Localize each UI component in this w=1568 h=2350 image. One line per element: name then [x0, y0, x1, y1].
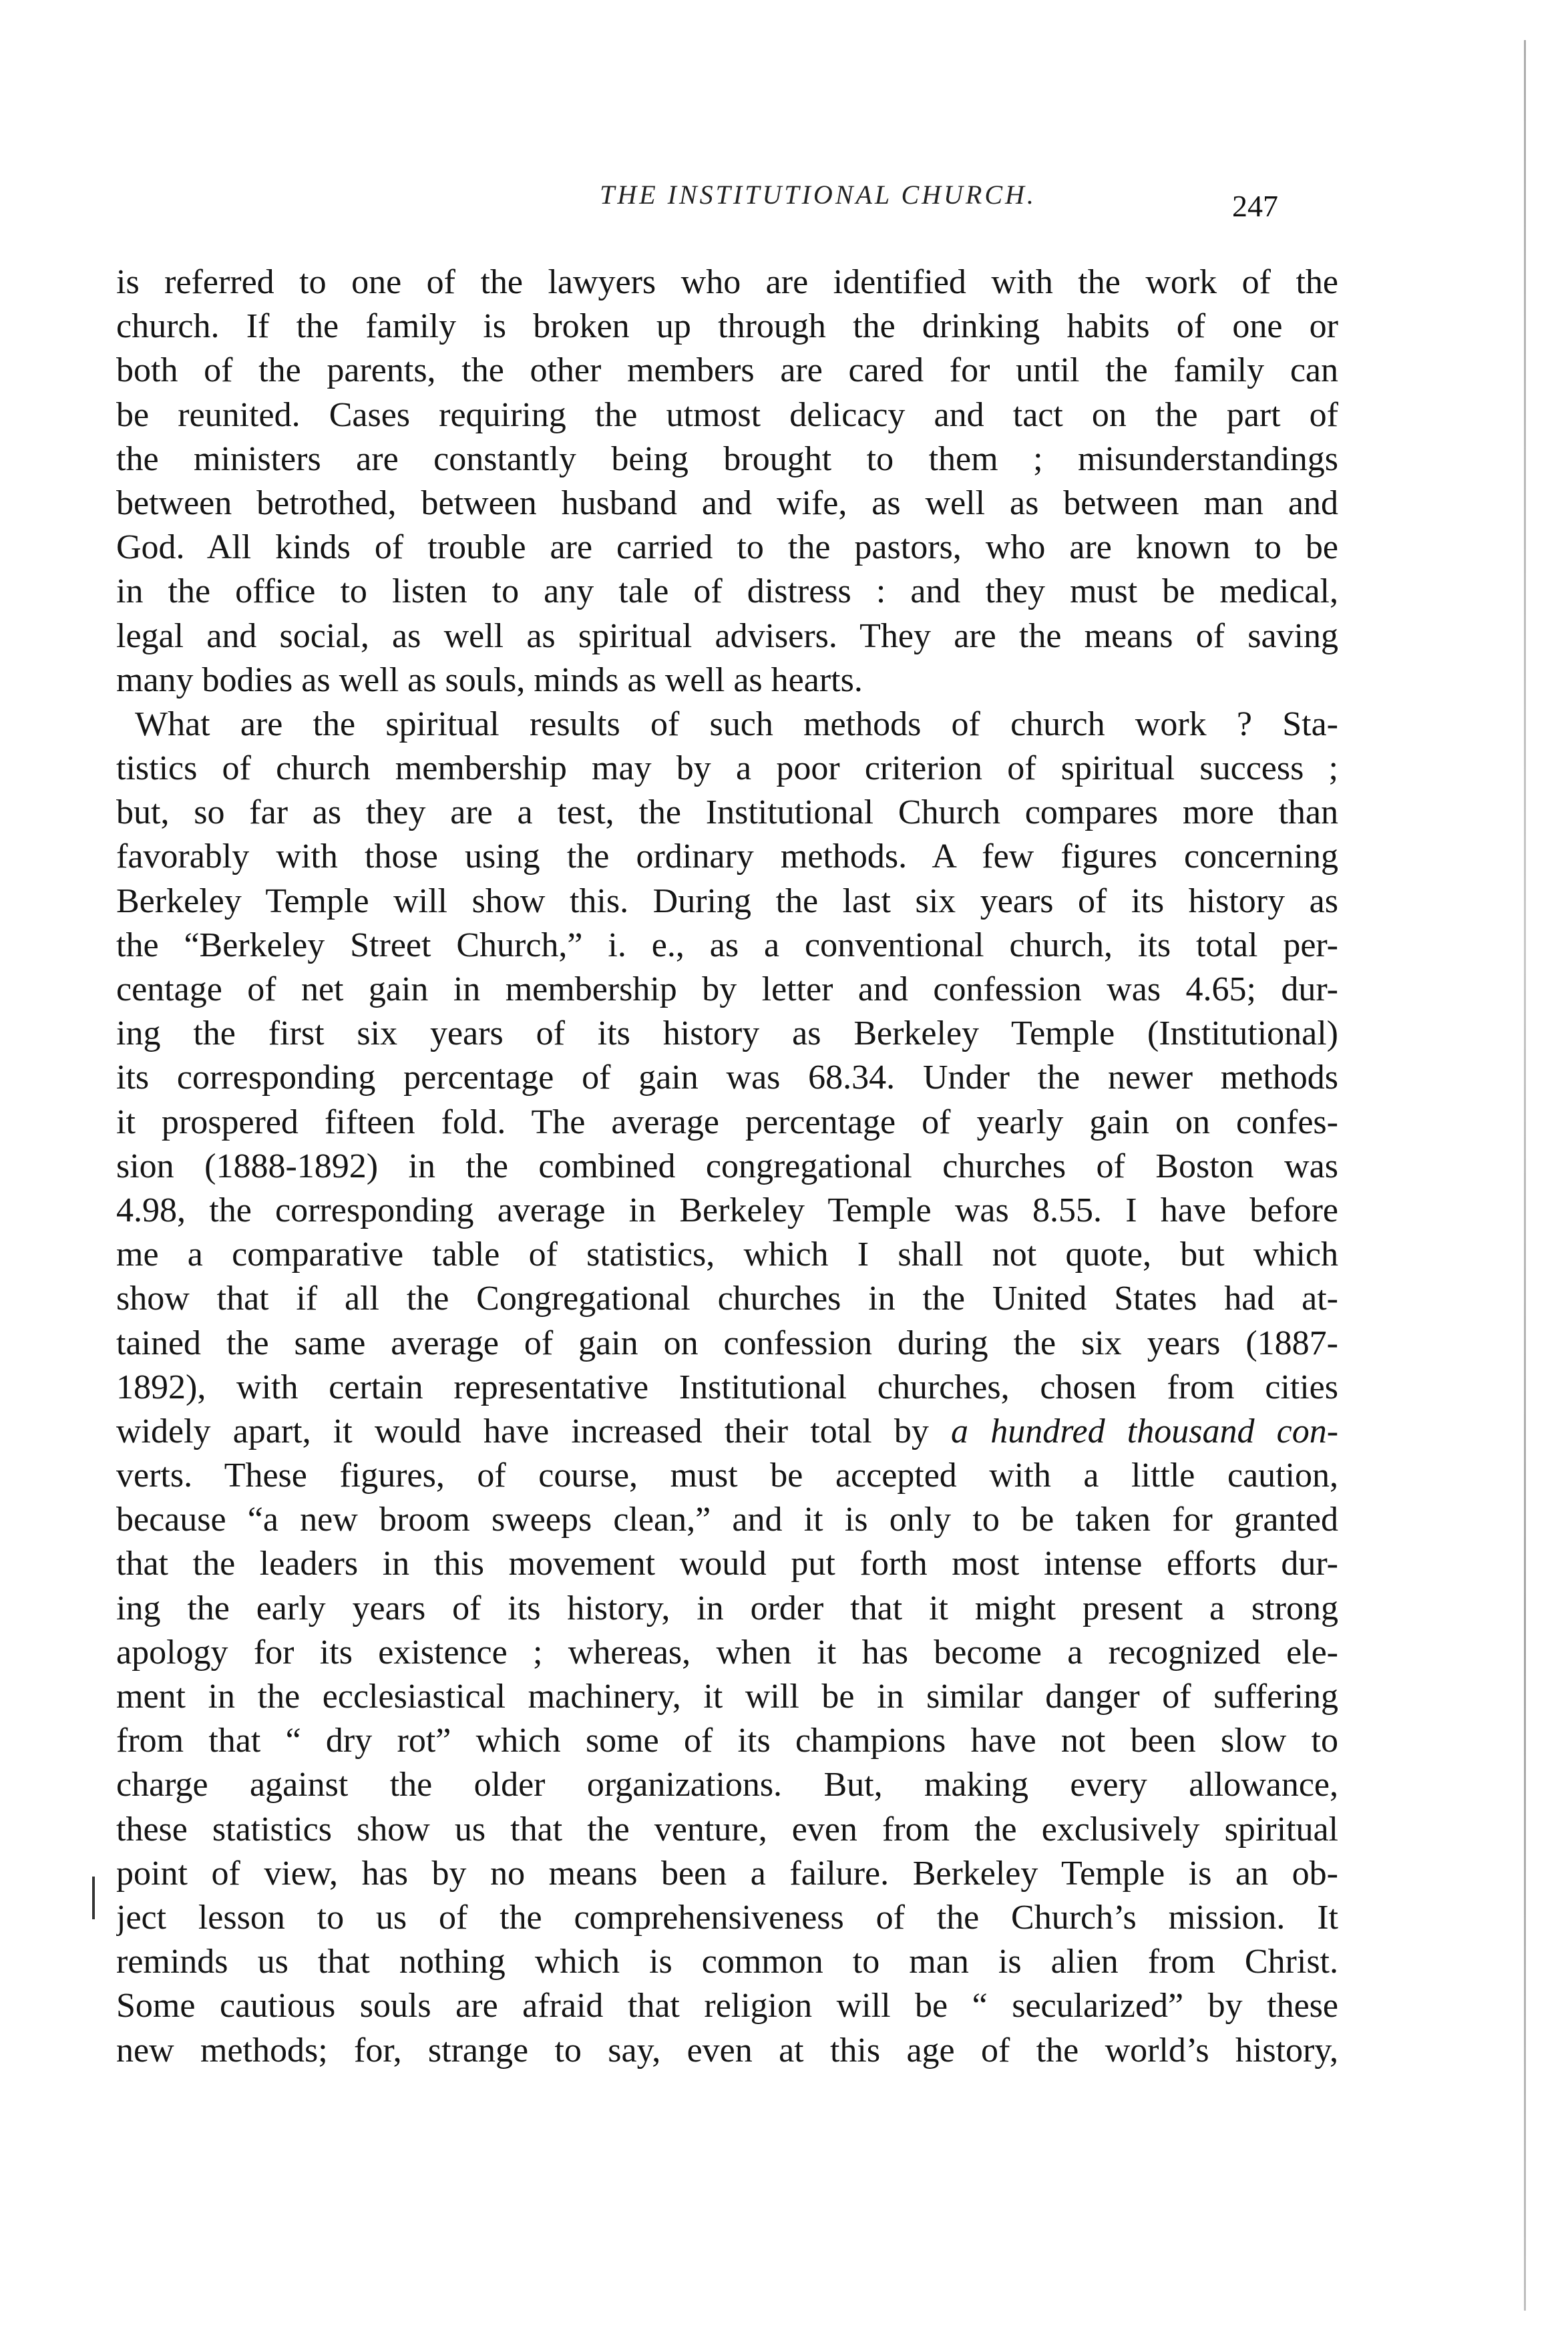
- text-line: [116, 1675, 1338, 1719]
- text-line: [116, 1852, 1338, 1896]
- line-text: it prospered fifteen fold. The average percentage of yearly gain on confes-: [116, 1103, 1338, 1141]
- line-text: 1892), with certain representative Institutional churches, chosen from cities: [116, 1368, 1338, 1406]
- margin-mark: [92, 1877, 95, 1919]
- line-text: in the office to listen to any tale of distress : and they must be medical,: [116, 572, 1338, 611]
- text-line: [116, 791, 1338, 835]
- line-text: because “a new broom sweeps clean,” and it is only to be taken for granted: [116, 1501, 1338, 1539]
- line-text: God. All kinds of trouble are carried to the pastors, who are known to be: [116, 528, 1338, 567]
- line-text: but, so far as they are a test, the Institutional Church compares more than: [116, 793, 1338, 832]
- line-text: widely apart, it would have increased their total by: [116, 1412, 929, 1450]
- text-line: [116, 1808, 1338, 1852]
- text-line: [116, 1719, 1338, 1763]
- text-line: [116, 349, 1338, 393]
- line-text: charge against the older organizations. But, making every allowance,: [116, 1766, 1338, 1804]
- line-text: show that if all the Congregational churches in the United States had at-: [116, 1280, 1338, 1318]
- text-line: [116, 703, 1338, 747]
- line-text: me a comparative table of statistics, which I shall not quote, but which: [116, 1235, 1338, 1274]
- line-text: legal and social, as well as spiritual advisers. They are the means of saving: [116, 616, 1338, 655]
- text-line: [116, 1277, 1338, 1321]
- text-line: [116, 1322, 1338, 1366]
- text-line: [116, 879, 1338, 924]
- line-text: be reunited. Cases requiring the utmost delicacy and tact on the part of: [116, 395, 1338, 434]
- text-line: [116, 1940, 1338, 1984]
- text-line: [116, 747, 1338, 791]
- emphasized-phrase: a hundred thousand con-: [951, 1412, 1338, 1450]
- line-text: tistics of church membership may by a poor criterion of spiritual success ;: [116, 749, 1338, 788]
- line-text: ing the early years of its history, in order that it might present a strong: [116, 1589, 1338, 1627]
- text-line: [116, 1145, 1338, 1189]
- line-text: both of the parents, the other members are cared for until the family can: [116, 351, 1338, 390]
- line-text: apology for its existence ; whereas, when it has become a recognized ele-: [116, 1633, 1338, 1672]
- line-text: ment in the ecclesiastical machinery, it will be in similar danger of suffering: [116, 1678, 1338, 1716]
- text-line: [116, 260, 1338, 305]
- text-line: [116, 658, 1338, 703]
- text-line: [116, 1631, 1338, 1675]
- line-text: Berkeley Temple will show this. During the last six years of its history as: [116, 882, 1338, 920]
- text-line: [116, 1454, 1338, 1498]
- line-text: favorably with those using the ordinary methods. A few figures concerning: [116, 837, 1338, 876]
- text-line: [116, 570, 1338, 614]
- text-line: [116, 2029, 1338, 2073]
- body-text: [116, 260, 1338, 2073]
- line-text: is referred to one of the lawyers who are identified with the work of the: [116, 263, 1338, 301]
- text-line: [116, 481, 1338, 526]
- line-text: reminds us that nothing which is common to man is alien from Christ.: [116, 1943, 1338, 1981]
- text-line: [116, 1189, 1338, 1233]
- line-text: ing the first six years of its history as Berkeley Temple (Institutional): [116, 1014, 1338, 1053]
- text-line: [116, 924, 1338, 968]
- text-line: [116, 305, 1338, 349]
- text-line: [116, 835, 1338, 879]
- line-text: many bodies as well as souls, minds as well as hearts.: [116, 660, 863, 699]
- text-line: [116, 1101, 1338, 1145]
- text-line: [116, 968, 1338, 1012]
- line-text: sion (1888-1892) in the combined congregational churches of Boston was: [116, 1147, 1338, 1185]
- text-line: [116, 437, 1338, 481]
- line-text: verts. These figures, of course, must be accepted with a little caution,: [116, 1456, 1338, 1495]
- text-line: [116, 1587, 1338, 1631]
- text-line: [116, 1763, 1338, 1807]
- line-text: centage of net gain in membership by letter and confession was 4.65; dur-: [116, 970, 1338, 1008]
- line-text: ject lesson to us of the comprehensiveness of the Church’s mission. It: [116, 1898, 1338, 1937]
- line-text: 4.98, the corresponding average in Berkeley Temple was 8.55. I have before: [116, 1191, 1338, 1229]
- text-line: [116, 1498, 1338, 1542]
- line-text: new methods; for, strange to say, even at this age of the world’s history,: [116, 2031, 1338, 2070]
- line-text: What are the spiritual results of such methods of church work ? Sta-: [135, 705, 1338, 743]
- line-text: the ministers are constantly being brought to them ; misunderstandings: [116, 439, 1338, 478]
- line-text: between betrothed, between husband and wife, as well as between man and: [116, 483, 1338, 522]
- line-text: its corresponding percentage of gain was 68.34. Under the newer methods: [116, 1058, 1338, 1097]
- line-text: church. If the family is broken up through the drinking habits of one or: [116, 307, 1338, 346]
- text-line: [116, 1012, 1338, 1056]
- line-text: these statistics show us that the venture, even from the exclusively spiritual: [116, 1810, 1338, 1848]
- line-text: from that “ dry rot” which some of its champions have not been slow to: [116, 1722, 1338, 1760]
- text-line: [116, 393, 1338, 437]
- text-line: [116, 614, 1338, 658]
- text-line: [116, 1233, 1338, 1277]
- text-line: [116, 1984, 1338, 2028]
- line-text: that the leaders in this movement would put forth most intense efforts dur-: [116, 1545, 1338, 1583]
- page-edge-shadow: [1524, 40, 1526, 2311]
- text-line: [116, 526, 1338, 570]
- line-text: tained the same average of gain on confession during the six years (1887-: [116, 1324, 1338, 1362]
- running-head: THE INSTITUTIONAL CHURCH.: [600, 180, 1036, 210]
- page-number: 247: [1232, 189, 1278, 223]
- text-line: [116, 1542, 1338, 1586]
- text-line: [116, 1056, 1338, 1100]
- text-line: [116, 1366, 1338, 1410]
- line-text: point of view, has by no means been a failure. Berkeley Temple is an ob-: [116, 1854, 1338, 1893]
- text-line: [116, 1896, 1338, 1940]
- line-text: the “Berkeley Street Church,” i. e., as a conventional church, its total per-: [116, 926, 1338, 964]
- text-line: [116, 1410, 1338, 1454]
- line-text: Some cautious souls are afraid that religion will be “ secularized” by these: [116, 1987, 1338, 2025]
